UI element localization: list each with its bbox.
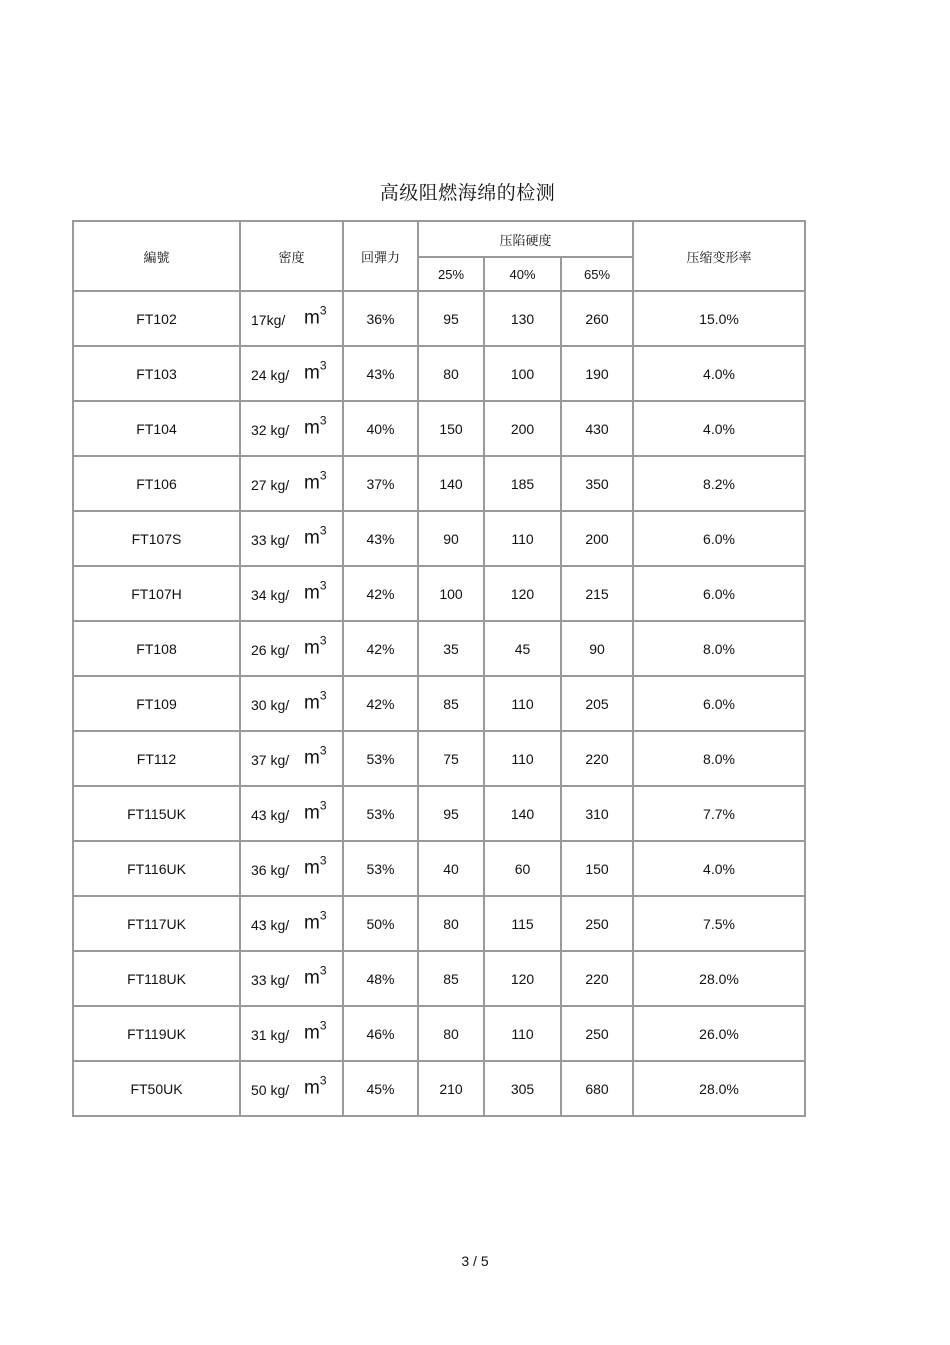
cell-hardness-65: 250 [561,1006,633,1061]
density-unit [304,688,327,714]
header-hardness-25: 25% [418,257,484,291]
density-unit-base: m [304,1076,320,1098]
cell-code: FT50UK [73,1061,240,1116]
cell-compression: 8.0% [633,731,805,786]
density-unit-base: m [304,1021,320,1043]
cell-resilience: 37% [343,456,418,511]
cell-density [240,896,343,951]
cell-hardness-40: 305 [484,1061,561,1116]
density-unit [304,853,327,879]
cell-hardness-40: 100 [484,346,561,401]
cell-compression: 6.0% [633,511,805,566]
cell-compression: 7.7% [633,786,805,841]
header-density: 密度 [240,221,343,291]
cell-code: FT104 [73,401,240,456]
table-row [73,1061,805,1116]
cell-compression: 28.0% [633,1061,805,1116]
density-unit-exponent: 3 [319,522,327,537]
cell-hardness-65: 350 [561,456,633,511]
density-unit-base: m [304,636,320,658]
cell-compression: 4.0% [633,346,805,401]
cell-resilience: 36% [343,291,418,346]
cell-resilience: 46% [343,1006,418,1061]
cell-code: FT119UK [73,1006,240,1061]
cell-resilience: 42% [343,621,418,676]
density-value: 36 kg/ [251,861,290,878]
cell-compression: 8.0% [633,621,805,676]
cell-hardness-65: 430 [561,401,633,456]
cell-compression: 4.0% [633,841,805,896]
density-unit [304,523,327,549]
table-row [73,841,805,896]
cell-hardness-25: 150 [418,401,484,456]
cell-hardness-40: 140 [484,786,561,841]
cell-hardness-25: 80 [418,896,484,951]
cell-hardness-40: 60 [484,841,561,896]
density-unit-exponent: 3 [319,412,327,427]
density-unit-exponent: 3 [319,467,327,482]
density-unit-base: m [304,691,320,713]
cell-hardness-65: 90 [561,621,633,676]
cell-hardness-40: 120 [484,566,561,621]
cell-resilience: 42% [343,676,418,731]
cell-hardness-25: 80 [418,1006,484,1061]
density-unit-exponent: 3 [319,742,327,757]
cell-hardness-25: 80 [418,346,484,401]
density-unit-base: m [304,361,320,383]
cell-density [240,621,343,676]
cell-density [240,786,343,841]
density-unit [304,413,327,439]
density-value: 43 kg/ [251,916,290,933]
density-unit-base: m [304,801,320,823]
density-unit-exponent: 3 [319,1072,327,1087]
cell-hardness-40: 110 [484,1006,561,1061]
table-row [73,731,805,786]
density-unit-base: m [304,471,320,493]
density-unit [304,633,327,659]
density-unit-base: m [304,911,320,933]
header-row [73,221,805,257]
cell-hardness-25: 75 [418,731,484,786]
density-unit-exponent: 3 [319,632,327,647]
cell-density [240,841,343,896]
cell-hardness-40: 185 [484,456,561,511]
cell-resilience: 43% [343,511,418,566]
header-code: 編號 [73,221,240,291]
cell-code: FT109 [73,676,240,731]
cell-hardness-25: 85 [418,951,484,1006]
cell-hardness-65: 220 [561,731,633,786]
cell-code: FT108 [73,621,240,676]
cell-hardness-40: 110 [484,731,561,786]
density-unit-base: m [304,581,320,603]
density-unit-base: m [304,856,320,878]
density-value: 37 kg/ [251,751,290,768]
cell-hardness-40: 115 [484,896,561,951]
cell-density [240,566,343,621]
cell-hardness-25: 90 [418,511,484,566]
cell-code: FT107S [73,511,240,566]
density-unit-exponent: 3 [319,962,327,977]
density-unit-exponent: 3 [319,1017,327,1032]
table-row [73,511,805,566]
density-unit [304,908,327,934]
cell-hardness-25: 100 [418,566,484,621]
cell-density [240,291,343,346]
cell-hardness-65: 680 [561,1061,633,1116]
cell-hardness-25: 40 [418,841,484,896]
cell-hardness-40: 130 [484,291,561,346]
table-row [73,346,805,401]
header-hardness: 压陷硬度 [418,221,633,257]
cell-hardness-25: 140 [418,456,484,511]
density-unit [304,798,327,824]
cell-density [240,401,343,456]
cell-resilience: 43% [343,346,418,401]
table-row [73,786,805,841]
cell-hardness-40: 200 [484,401,561,456]
cell-compression: 28.0% [633,951,805,1006]
density-unit [304,303,327,329]
cell-resilience: 53% [343,786,418,841]
cell-code: FT116UK [73,841,240,896]
cell-resilience: 45% [343,1061,418,1116]
density-unit [304,963,327,989]
cell-resilience: 42% [343,566,418,621]
cell-hardness-25: 85 [418,676,484,731]
cell-resilience: 50% [343,896,418,951]
cell-hardness-25: 95 [418,786,484,841]
cell-code: FT107H [73,566,240,621]
density-value: 33 kg/ [251,971,290,988]
density-value: 27 kg/ [251,476,290,493]
cell-hardness-65: 150 [561,841,633,896]
header-hardness-40: 40% [484,257,561,291]
density-unit-base: m [304,526,320,548]
table-row [73,621,805,676]
cell-hardness-40: 110 [484,511,561,566]
density-unit [304,1018,327,1044]
table-row [73,676,805,731]
density-unit-exponent: 3 [319,302,327,317]
density-unit-base: m [304,966,320,988]
cell-resilience: 53% [343,841,418,896]
cell-compression: 8.2% [633,456,805,511]
page-title: 高级阻燃海绵的检测 [379,182,556,204]
density-unit-exponent: 3 [319,357,327,372]
cell-code: FT103 [73,346,240,401]
table-row [73,566,805,621]
cell-hardness-25: 95 [418,291,484,346]
header-hardness-65: 65% [561,257,633,291]
cell-hardness-25: 210 [418,1061,484,1116]
cell-hardness-65: 220 [561,951,633,1006]
page-number: 3 / 5 [461,1253,489,1269]
cell-hardness-25: 35 [418,621,484,676]
density-unit-exponent: 3 [319,577,327,592]
density-unit [304,468,327,494]
density-unit [304,358,327,384]
cell-hardness-65: 250 [561,896,633,951]
density-value: 26 kg/ [251,641,290,658]
density-value: 43 kg/ [251,806,290,823]
cell-compression: 7.5% [633,896,805,951]
cell-resilience: 40% [343,401,418,456]
cell-hardness-65: 310 [561,786,633,841]
density-unit [304,578,327,604]
density-unit-exponent: 3 [319,852,327,867]
cell-resilience: 53% [343,731,418,786]
cell-hardness-40: 45 [484,621,561,676]
header-compression: 压缩变形率 [633,221,805,291]
cell-hardness-65: 205 [561,676,633,731]
density-value: 31 kg/ [251,1026,290,1043]
density-value: 17kg/ [251,311,286,328]
cell-compression: 26.0% [633,1006,805,1061]
density-value: 34 kg/ [251,586,290,603]
header-resilience: 回彈力 [343,221,418,291]
table-row [73,456,805,511]
cell-code: FT117UK [73,896,240,951]
cell-code: FT102 [73,291,240,346]
cell-density [240,1006,343,1061]
cell-density [240,731,343,786]
table-row [73,896,805,951]
cell-density [240,676,343,731]
table-row [73,401,805,456]
density-unit-base: m [304,306,320,328]
cell-density [240,346,343,401]
density-value: 30 kg/ [251,696,290,713]
cell-compression: 6.0% [633,676,805,731]
cell-density [240,456,343,511]
cell-density [240,511,343,566]
density-value: 50 kg/ [251,1081,290,1098]
table-row [73,1006,805,1061]
cell-hardness-40: 120 [484,951,561,1006]
cell-hardness-65: 215 [561,566,633,621]
cell-code: FT112 [73,731,240,786]
density-unit-exponent: 3 [319,907,327,922]
density-unit-base: m [304,746,320,768]
density-unit-exponent: 3 [319,797,327,812]
density-unit-base: m [304,416,320,438]
foam-test-table [72,220,806,1117]
cell-compression: 4.0% [633,401,805,456]
cell-hardness-65: 260 [561,291,633,346]
cell-compression: 6.0% [633,566,805,621]
cell-code: FT118UK [73,951,240,1006]
table-row [73,291,805,346]
cell-hardness-65: 200 [561,511,633,566]
cell-hardness-40: 110 [484,676,561,731]
cell-resilience: 48% [343,951,418,1006]
cell-compression: 15.0% [633,291,805,346]
density-value: 33 kg/ [251,531,290,548]
cell-code: FT115UK [73,786,240,841]
cell-code: FT106 [73,456,240,511]
table-row [73,951,805,1006]
cell-density [240,1061,343,1116]
density-value: 24 kg/ [251,366,290,383]
density-unit [304,1073,327,1099]
density-unit-exponent: 3 [319,687,327,702]
density-value: 32 kg/ [251,421,290,438]
density-unit [304,743,327,769]
cell-density [240,951,343,1006]
cell-hardness-65: 190 [561,346,633,401]
